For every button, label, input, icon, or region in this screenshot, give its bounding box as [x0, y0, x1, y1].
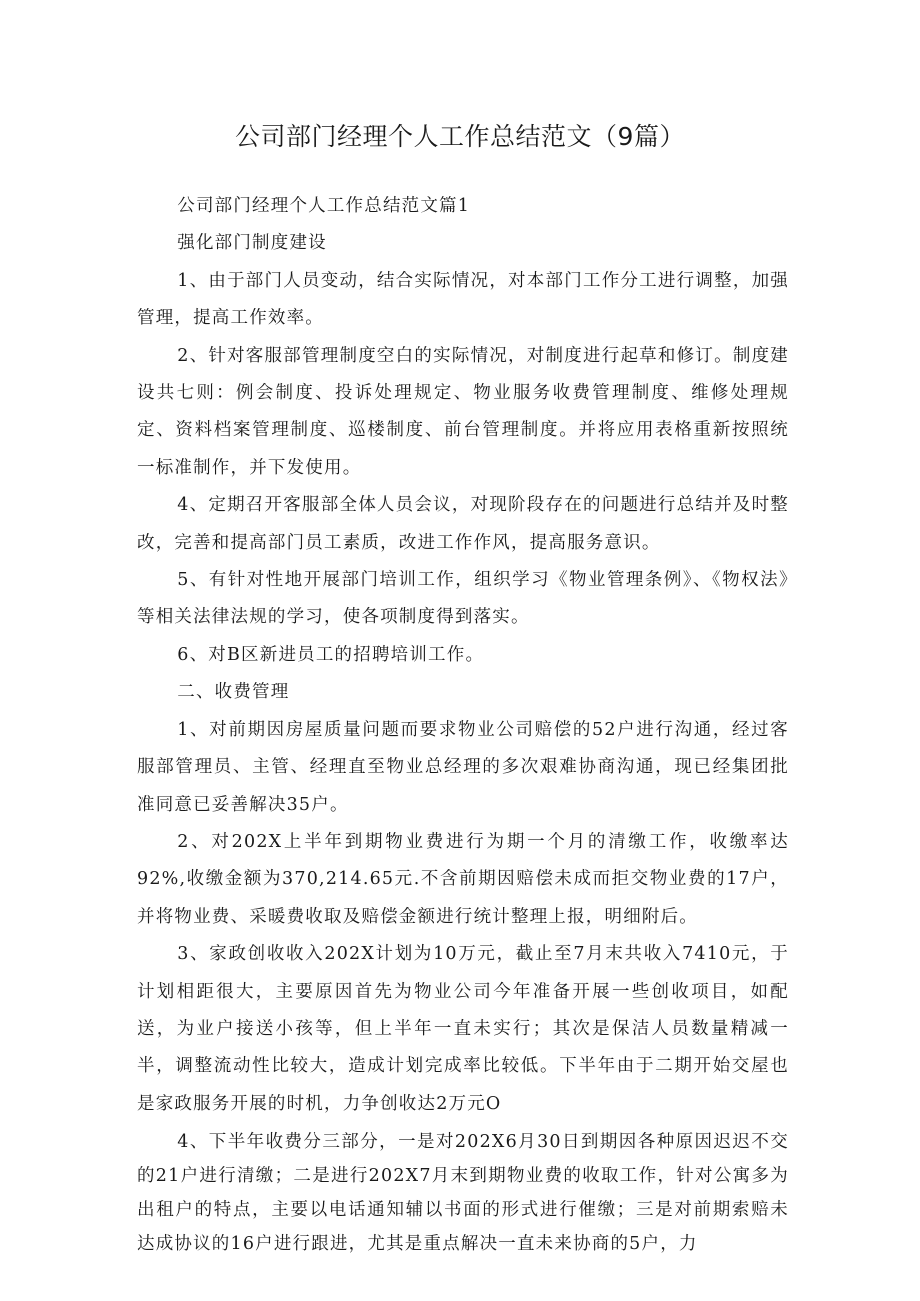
- body-paragraph: 1、由于部门人员变动，结合实际情况，对本部门工作分工进行调整，加强管理，提高工作效率。: [137, 270, 789, 329]
- body-paragraph: 3、家政创收收入202X计划为10万元，截止至7月末共收入7410元，于计划相距很大，主要原因首先为物业公司今年准备开展一些创收项目，如配送，为业户接送小孩等，但上半年一直未实行；其次是保洁人员数量精减一半，调整流动性比较大，造成计划完成率比较低。下半年由于二期开始交屋也是家政服务开展的时机，力争创收达2万元O: [137, 944, 789, 1114]
- body-paragraph: 2、对202X上半年到期物业费进行为期一个月的清缴工作，收缴率达92%,收缴金额为370,214.65元.不含前期因赔偿未成而拒交物业费的17户，并将物业费、采暖费收取及赔偿金额进行统计整理上报，明细附后。: [137, 831, 789, 927]
- body-paragraph: 4、下半年收费分三部分，一是对202X6月30日到期因各种原因迟迟不交的21户进行清缴；二是进行202X7月末到期物业费的收取工作，针对公寓多为出租户的特点，主要以电话通知辅以书面的形式进行催缴；三是对前期索赔未达成协议的16户进行跟进，尤其是重点解决一直未来协商的5户，力: [137, 1132, 789, 1255]
- subsection-heading: 二、收费管理: [177, 682, 290, 703]
- body-paragraph: 2、针对客服部管理制度空白的实际情况，对制度进行起草和修订。制度建设共七则：例会制度、投诉处理规定、物业服务收费管理制度、维修处理规定、资料档案管理制度、巡楼制度、前台管理制度。并将应用表格重新按照统一标准制作，并下发使用。: [137, 345, 789, 478]
- document-body: [137, 188, 789, 1261]
- section-heading: 公司部门经理个人工作总结范文篇1: [177, 196, 471, 216]
- body-paragraph: 4、定期召开客服部全体人员会议，对现阶段存在的问题进行总结并及时整改，完善和提高部门员工素质，改进工作作风，提高服务意识。: [137, 495, 789, 553]
- body-paragraph: 5、有针对性地开展部门培训工作，组织学习《物业管理条例》、《物权法》等相关法律法规的学习，使各项制度得到落实。: [137, 570, 789, 628]
- body-paragraph: 1、对前期因房屋质量问题而要求物业公司赔偿的52户进行沟通，经过客服部管理员、主管、经理直至物业总经理的多次艰难协商沟通，现已经集团批准同意已妥善解决35户。: [137, 719, 789, 815]
- subsection-heading: 强化部门制度建设: [177, 233, 327, 254]
- document-title: 公司部门经理个人工作总结范文（9篇）: [235, 122, 685, 151]
- body-paragraph: 6、对B区新进员工的招聘培训工作。: [177, 644, 485, 665]
